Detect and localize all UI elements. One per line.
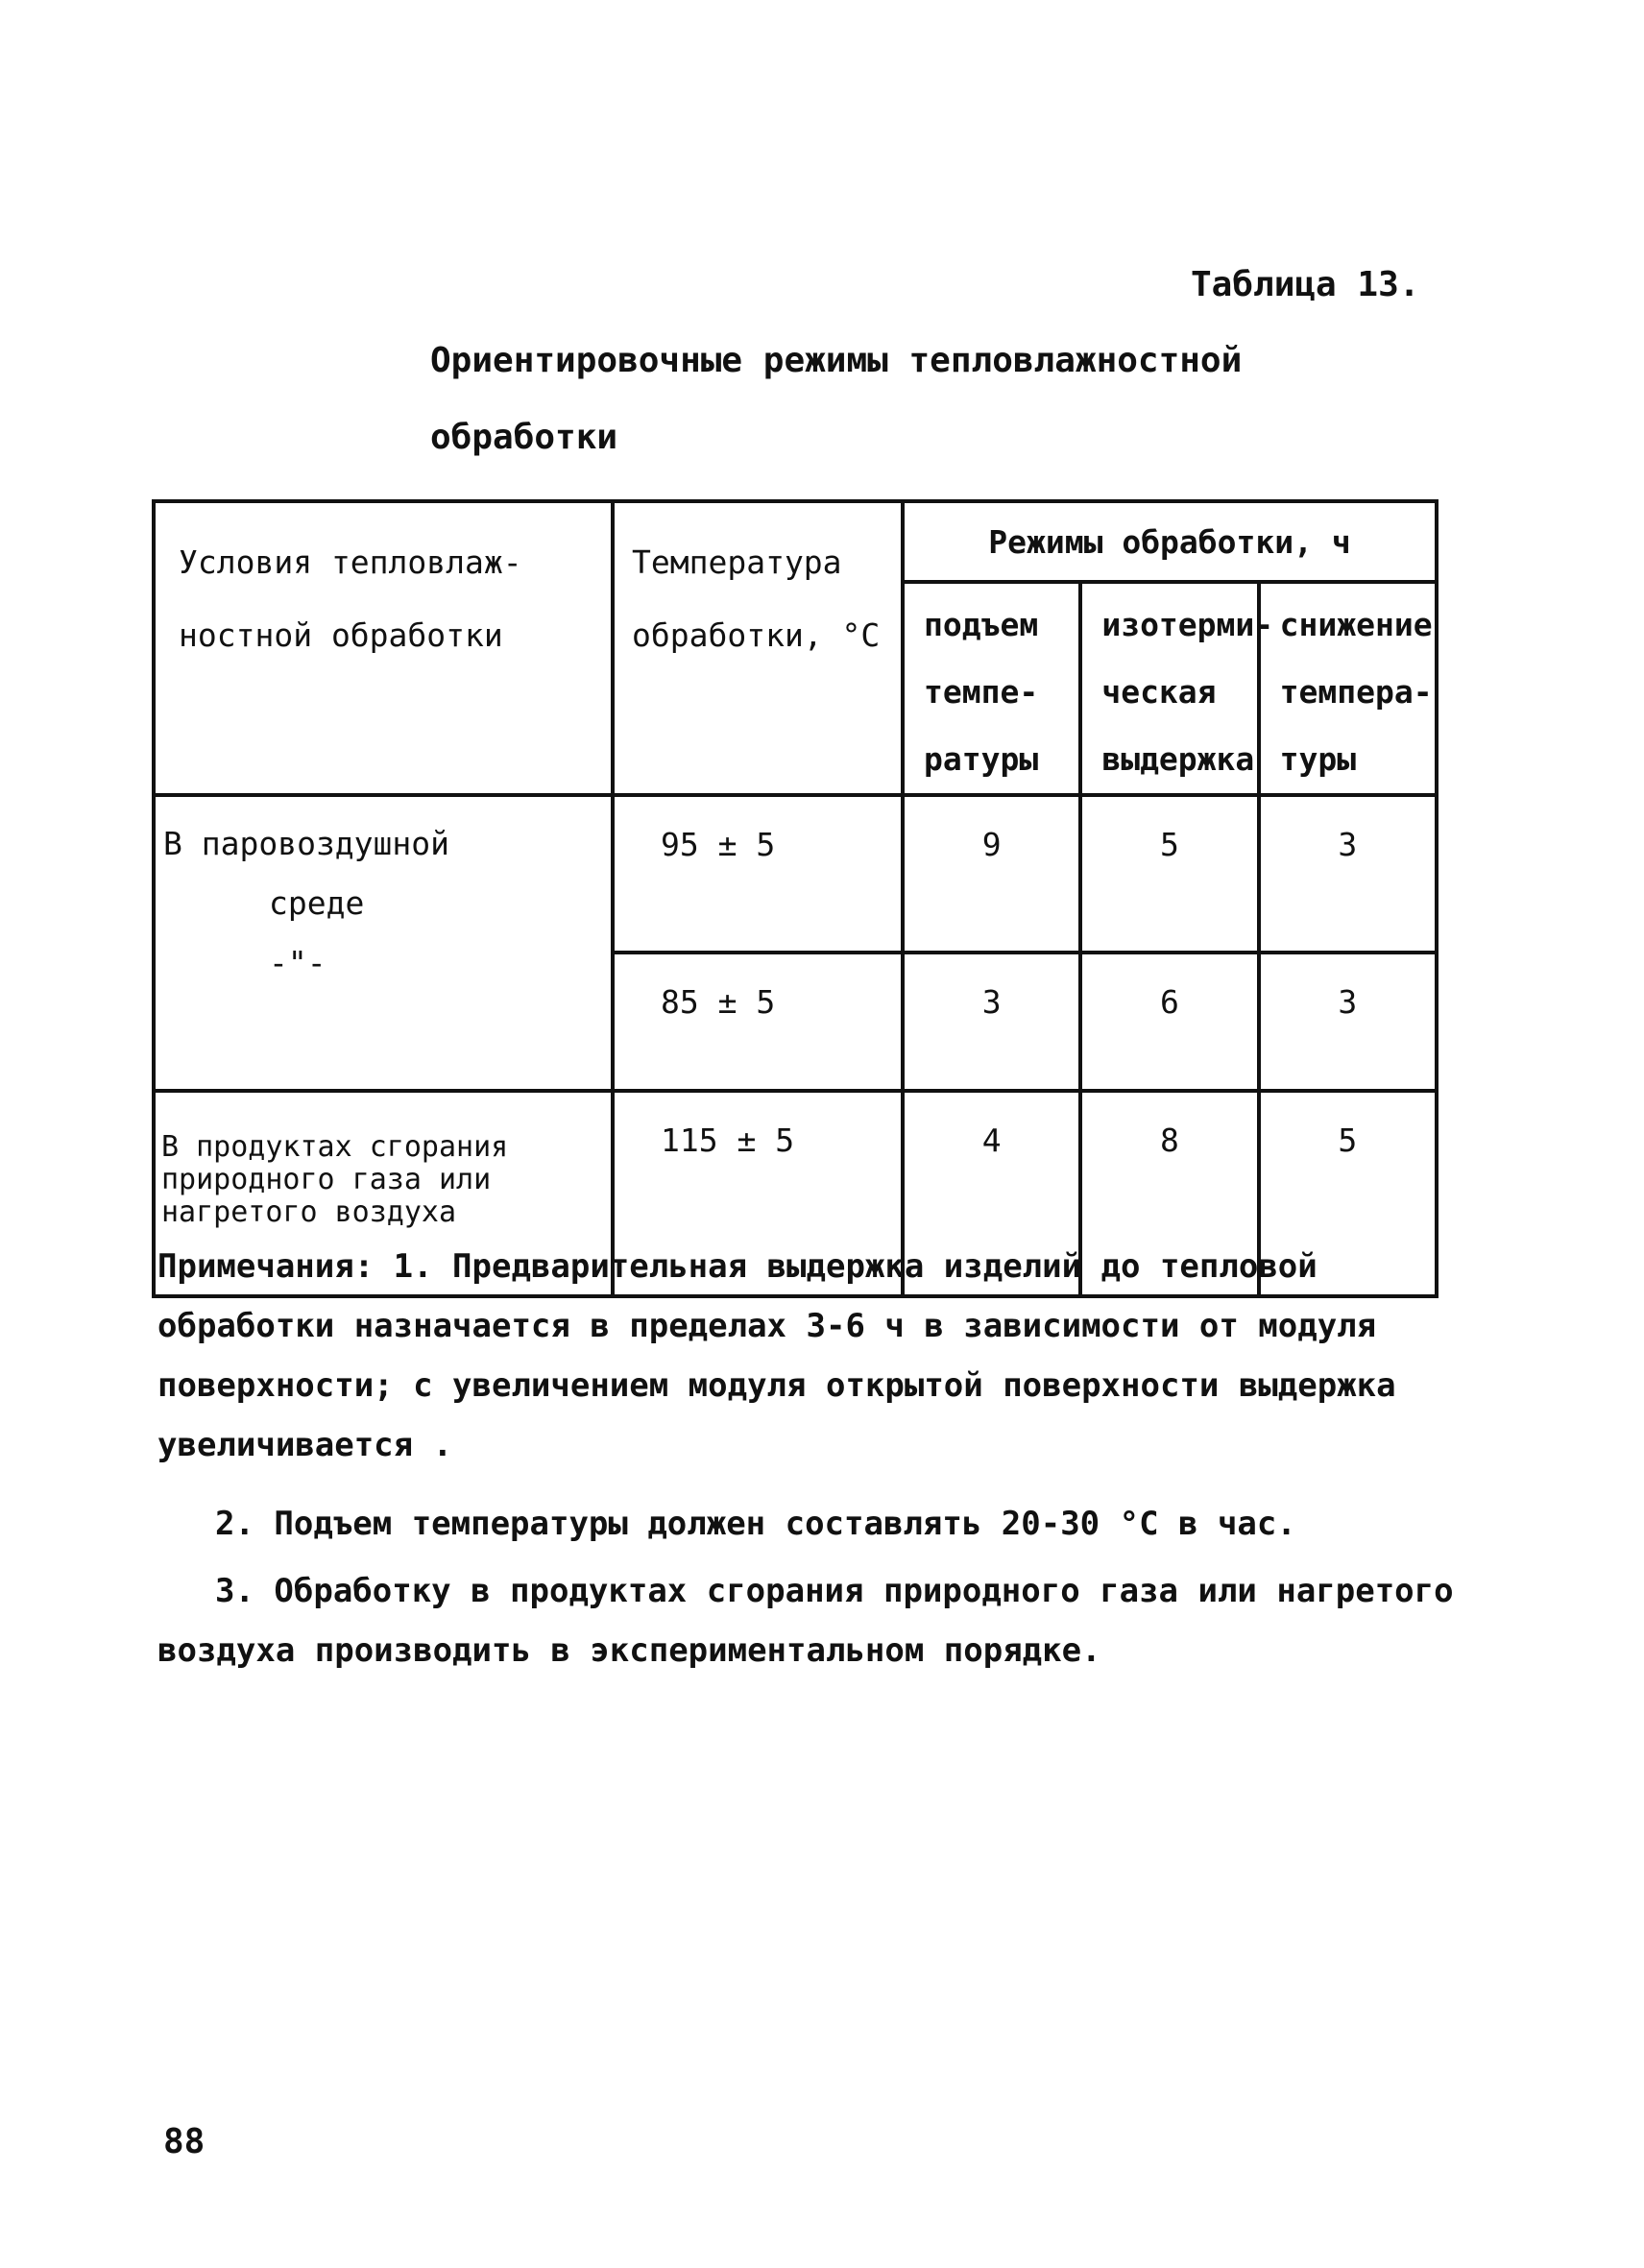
- note-1: Примечания: 1. Предварительная выдержка изделий до тепловой обработки назначается в пределах 3-6 ч в зависимости от модуля поверхности; с увеличением модуля открытой поверхности выдержка увеличивается .: [157, 1247, 1396, 1464]
- condition-text: В паровоздушной: [163, 825, 450, 862]
- isothermal-cell: 6: [1080, 953, 1258, 1091]
- temperature-cell: 115 ± 5: [613, 1091, 903, 1296]
- condition-ditto: -"-: [269, 944, 326, 981]
- notes: [157, 1237, 1502, 1680]
- note-3: 3. Обработку в продуктах сгорания природного газа или нагретого воздуха производить в экспериментальном порядке.: [157, 1572, 1454, 1670]
- header-isothermal: изотерми-ческая выдержка: [1080, 582, 1258, 795]
- header-temperature: Температура обработки, °С: [613, 501, 903, 795]
- table-title: Ориентировочные режимы тепловлажностной обработки: [430, 341, 1243, 457]
- isothermal-cell: 5: [1080, 795, 1258, 953]
- condition-cell: [154, 795, 613, 1091]
- temperature-cell: 95 ± 5: [613, 795, 903, 953]
- decrease-cell: 3: [1259, 795, 1437, 953]
- page-number: 88: [163, 2122, 206, 2161]
- rise-cell: 3: [903, 953, 1080, 1091]
- rise-cell: 9: [903, 795, 1080, 953]
- decrease-cell: 5: [1259, 1091, 1437, 1296]
- header-decrease: снижение темпера-туры: [1259, 582, 1437, 795]
- table-label: Таблица 13.: [1191, 265, 1420, 304]
- header-modes: Режимы обработки, ч: [903, 501, 1437, 582]
- table-row: [154, 795, 1437, 953]
- isothermal-cell: 8: [1080, 1091, 1258, 1296]
- decrease-cell: 3: [1259, 953, 1437, 1091]
- header-rise: подъем темпе-ратуры: [903, 582, 1080, 795]
- temperature-cell: 85 ± 5: [613, 953, 903, 1091]
- rise-cell: 4: [903, 1091, 1080, 1296]
- condition-continuation: среде: [269, 884, 365, 922]
- note-2: 2. Подъем температуры должен составлять 20-30 °С в час.: [215, 1505, 1296, 1543]
- header-row-1: [154, 501, 1437, 582]
- condition-cell: В продуктах сгорания природного газа или нагретого воздуха: [154, 1091, 613, 1296]
- header-conditions: Условия тепловлаж-ностной обработки: [154, 501, 613, 795]
- regimes-table: [152, 499, 1438, 1298]
